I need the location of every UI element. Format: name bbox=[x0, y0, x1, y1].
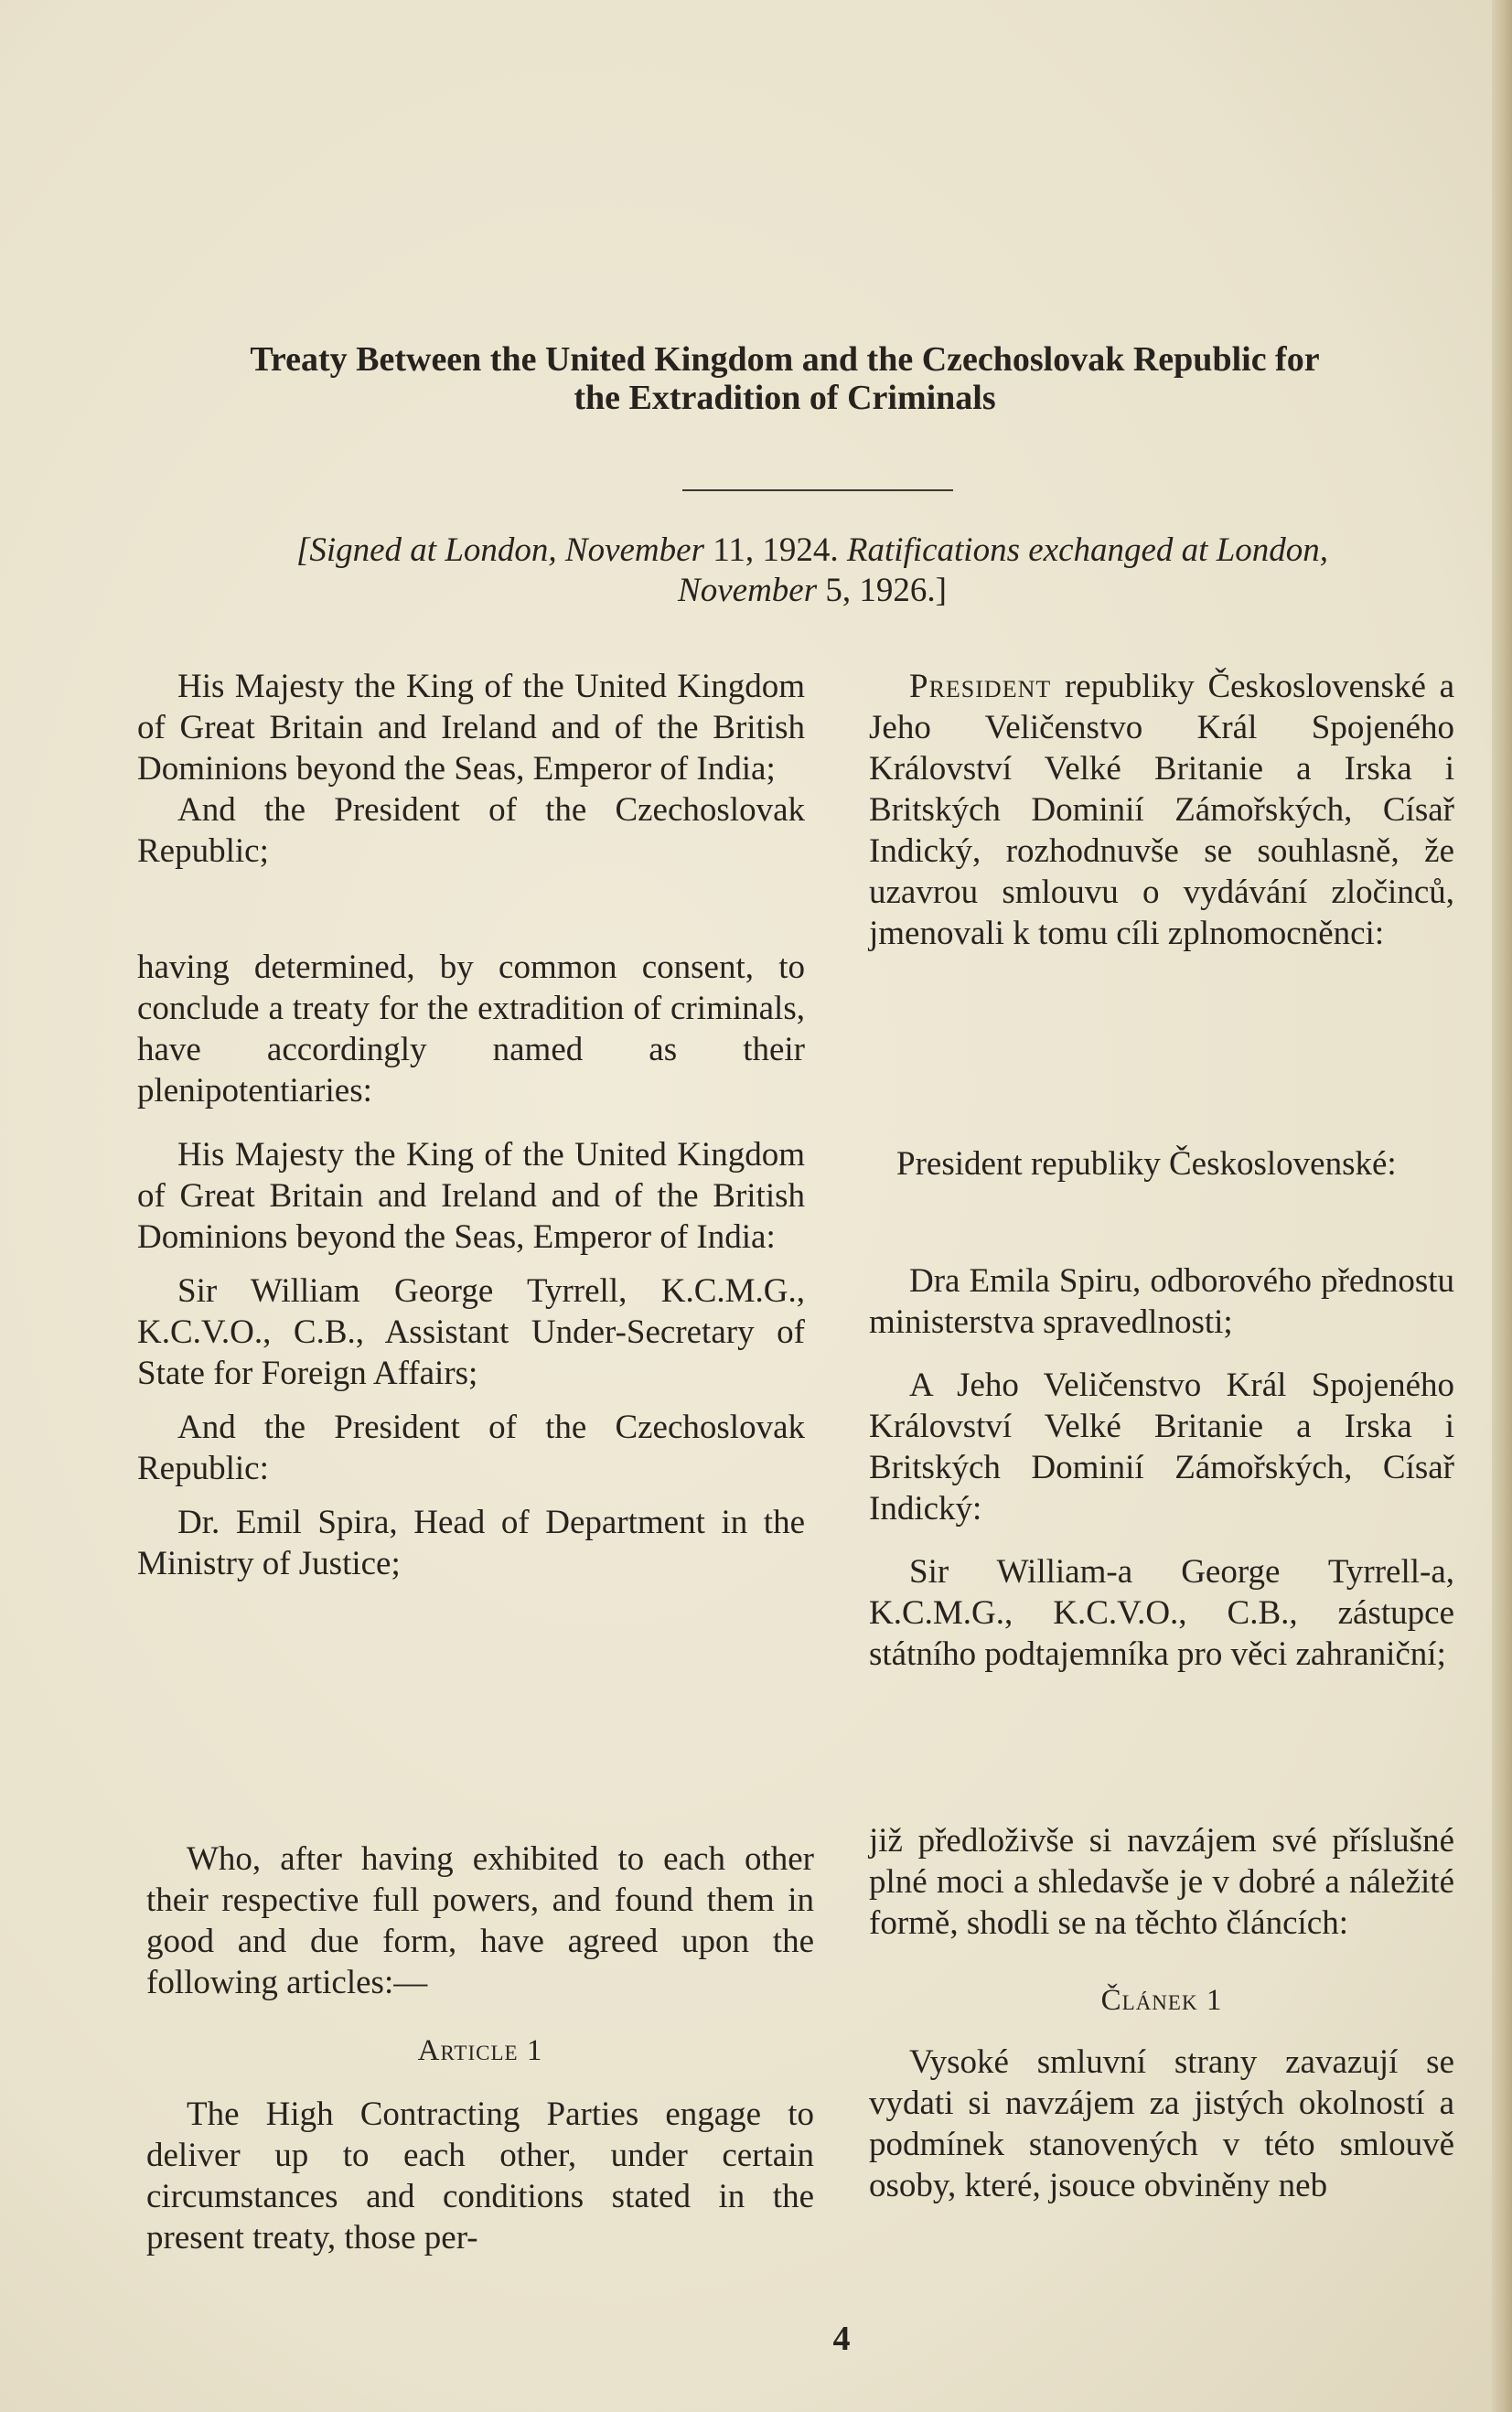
english-sovereign-plenipotentiary-paragraph: His Majesty the King of the United Kingdom of Great Britain and Ireland and of the British Dominions beyond the Seas, Emperor of India: bbox=[137, 1136, 805, 1256]
english-agreement bbox=[146, 1838, 814, 2258]
english-determination bbox=[137, 947, 805, 1111]
czech-plenipotentiaries bbox=[869, 1260, 1454, 1675]
czech-president-plenipotentiary: President republiky Československé: bbox=[896, 1145, 1397, 1183]
czech-agreement bbox=[869, 1820, 1454, 2206]
czech-sovereign-paragraph: A Jeho Veličenstvo Král Spojeného Království Velké Britanie a Irska i Britských Dominií Zámořských, Císař Indický: bbox=[869, 1367, 1454, 1528]
signing-note-year: 5, 1926.] bbox=[825, 572, 947, 609]
czech-tyrrell-paragraph: Sir William-a George Tyrrell-a, K.C.M.G., K.C.V.O., C.B., zástupce státního podtajemníka pro věci zahraniční; bbox=[869, 1553, 1454, 1673]
english-preamble bbox=[137, 666, 805, 872]
signing-note-place: [Signed at London, November bbox=[295, 531, 704, 569]
english-article-heading: Article 1 bbox=[417, 2034, 543, 2067]
signing-note-ratifications: Ratifications exchanged at London, bbox=[846, 531, 1329, 569]
czech-president-line bbox=[896, 1143, 1464, 1185]
czech-preamble bbox=[869, 666, 1454, 954]
czech-spira-paragraph: Dra Emila Spiru, odborového přednostu ministerstva spravedlnosti; bbox=[869, 1262, 1454, 1341]
signing-note-line-2 bbox=[135, 571, 1489, 611]
title-rule bbox=[682, 489, 953, 491]
english-spira-paragraph: Dr. Emil Spira, Head of Department in the Ministry of Justice; bbox=[137, 1504, 805, 1582]
signing-note-line-1 bbox=[135, 531, 1489, 571]
english-tyrrell-paragraph: Sir William George Tyrrell, K.C.M.G., K.C.V.O., C.B., Assistant Under-Secretary of State for Foreign Affairs; bbox=[137, 1272, 805, 1392]
document-title-line-2: the Extradition of Criminals bbox=[574, 379, 996, 417]
czech-article-1-paragraph: Vysoké smluvní strany zavazují se vydati si navzájem za jistých okolností a podmínek stanovených v této smlouvě osoby, které, jsouce obviněny neb bbox=[869, 2043, 1454, 2204]
english-president-plenipotentiary-paragraph: And the President of the Czechoslovak Republic: bbox=[137, 1409, 805, 1487]
document-title-line-1: Treaty Between the United Kingdom and the Czechoslovak Republic for bbox=[250, 340, 1320, 379]
czech-preamble-text: republiky Československé a Jeho Veličenstvo Král Spojeného Království Velké Britanie a Irska i Britských Dominií Zámořských, Císař Indický, rozhodnuvše se souhlasně, že uzavrou smlouvu o vydávání zločinců, jmenovali k tomu cíli zplnomocněnci: bbox=[869, 668, 1454, 952]
english-determination-paragraph: having determined, by common consent, to conclude a treaty for the extradition of criminals, have accordingly named as their plenipotentiaries: bbox=[137, 949, 805, 1110]
czech-agreement-paragraph: již předloživše si navzájem své příslušné plné moci a shledavše je v dobré a náležité formě, shodli se na těchto článcích: bbox=[869, 1822, 1454, 1942]
czech-president-lead: President bbox=[909, 668, 1052, 705]
english-article-1-paragraph: The High Contracting Parties engage to deliver up to each other, under certain circumstances and conditions stated in the present treaty, those per- bbox=[146, 2096, 814, 2257]
czech-preamble-paragraph bbox=[869, 666, 1454, 954]
english-plenipotentiaries bbox=[137, 1134, 805, 1584]
english-sovereign-paragraph: His Majesty the King of the United Kingdom of Great Britain and Ireland and of the British Dominions beyond the Seas, Emperor of India; bbox=[137, 668, 805, 788]
english-president-paragraph: And the President of the Czechoslovak Republic; bbox=[137, 791, 805, 870]
page-edge-shadow bbox=[1492, 0, 1512, 2412]
czech-article-heading: Článek 1 bbox=[1100, 1984, 1223, 2017]
page-number: 4 bbox=[832, 2320, 851, 2358]
signing-note-date: 11, 1924. bbox=[713, 531, 839, 569]
signing-note-month: November bbox=[678, 572, 818, 609]
english-agreement-paragraph: Who, after having exhibited to each other their respective full powers, and found them in good and due form, have agreed upon the following articles:— bbox=[146, 1840, 814, 2001]
